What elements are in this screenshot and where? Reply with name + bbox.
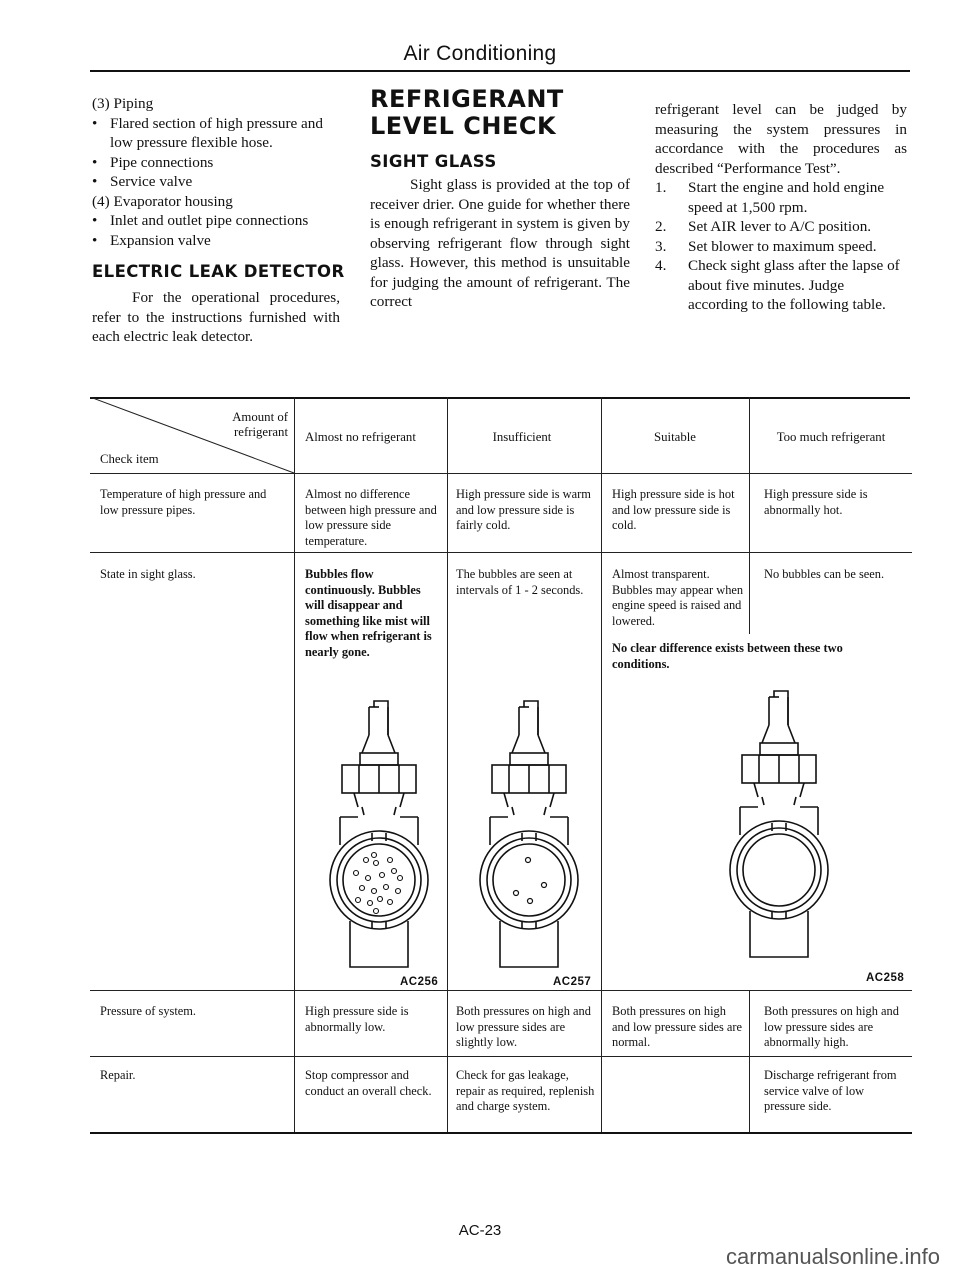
suitable-too-much-note: No clear difference exists between these two conditions. — [612, 641, 843, 671]
corner-header-amount: Amount of refrigerant — [232, 410, 288, 439]
bullet-icon: • — [92, 231, 98, 249]
column-header: Almost no refrigerant — [305, 430, 416, 444]
sight-glass-figure-intervals — [468, 695, 588, 975]
table-column-rule — [749, 397, 750, 634]
piping-heading: (3) Piping — [92, 95, 154, 112]
step-text: Check sight glass after the lapse of about five minutes. Judge according to the following table. — [688, 257, 900, 313]
table-cell: High pressure side is abnormally low. — [305, 1004, 409, 1034]
step-number: 2. — [655, 218, 667, 235]
table-column-rule — [749, 990, 750, 1133]
table-cell: The bubbles are seen at intervals of 1 - 2 seconds. — [456, 567, 584, 597]
step-number: 4. — [655, 257, 667, 274]
corner-header-check-item: Check item — [100, 452, 159, 466]
page-header-title: Air Conditioning — [403, 42, 557, 65]
table-cell: Stop compressor and conduct an overall check. — [305, 1068, 432, 1098]
bullet-item — [92, 172, 342, 192]
figure-label: AC258 — [866, 972, 905, 984]
figure-label: AC257 — [553, 976, 592, 988]
table-cell: High pressure side is abnormally hot. — [764, 487, 868, 517]
right-column — [655, 100, 907, 315]
step-text: Start the engine and hold engine speed at 1,500 rpm. — [688, 179, 885, 216]
table-cell: Almost transparent. Bubbles may appear when engine speed is raised and lowered. — [612, 567, 744, 628]
table-cell: Bubbles flow continuously. Bubbles will disappear and something like mist will flow when refrigerant is nearly gone. — [305, 567, 432, 659]
table-column-rule — [447, 397, 448, 1133]
bullet-item — [92, 211, 342, 231]
bullet-icon: • — [92, 173, 98, 190]
figure-label: AC256 — [400, 976, 439, 988]
table-cell: No bubbles can be seen. — [764, 567, 885, 581]
bullet-text: Flared section of high pressure and low pressure flexible hose. — [110, 114, 323, 151]
heading-line: LEVEL CHECK — [370, 112, 557, 140]
sight-glass-heading: SIGHT GLASS — [370, 152, 497, 171]
right-column-body: refrigerant level can be judged by measuring the system pressures in accordance with the procedures as described “Performance Test”. — [655, 101, 907, 177]
header-rule — [90, 70, 910, 72]
step-item — [655, 256, 907, 315]
bullet-text: Service valve — [110, 173, 193, 190]
table-cell: Almost no difference between high pressure and low pressure side temperature. — [305, 487, 437, 548]
bullet-text: Inlet and outlet pipe connections — [110, 212, 309, 229]
step-text: Set blower to maximum speed. — [688, 237, 877, 255]
table-cell: Both pressures on high and low pressure sides are slightly low. — [456, 1004, 591, 1049]
step-item — [655, 178, 907, 217]
watermark: carmanualsonline.info — [725, 1244, 940, 1269]
table-row-rule — [90, 1056, 912, 1057]
row-label-pressure: Pressure of system. — [100, 1004, 197, 1018]
step-text: Set AIR lever to A/C position. — [688, 218, 872, 235]
bullet-icon: • — [92, 153, 98, 171]
table-row-rule — [90, 990, 912, 991]
row-label-sight-glass: State in sight glass. — [100, 567, 196, 581]
heading-line: REFRIGERANT — [370, 85, 564, 113]
step-item — [655, 217, 907, 237]
bullet-item — [92, 114, 342, 153]
bullet-item — [92, 153, 342, 173]
table-cell: Check for gas leakage, repair as required, replenish and charge system. — [456, 1068, 595, 1113]
row-label-temperature: Temperature of high pressure and low pressure pipes. — [100, 487, 267, 517]
table-column-rule — [601, 397, 602, 1133]
table-row-rule — [90, 552, 912, 553]
table-cell: Both pressures on high and low pressure sides are abnormally high. — [764, 1004, 899, 1049]
electric-leak-detector-heading: ELECTRIC LEAK DETECTOR — [92, 262, 345, 281]
bullet-text: Pipe connections — [110, 153, 214, 171]
sight-glass-figure-clear — [718, 685, 838, 965]
row-label-repair: Repair. — [100, 1068, 136, 1082]
bullet-icon: • — [92, 212, 98, 229]
column-header: Too much refrigerant — [776, 430, 886, 444]
table-cell: High pressure side is warm and low pressure side is fairly cold. — [456, 487, 591, 532]
refrigerant-level-check-heading — [370, 86, 564, 140]
table-column-rule — [294, 397, 295, 1133]
step-number: 1. — [655, 179, 667, 196]
page-number: AC-23 — [458, 1222, 502, 1239]
table-cell: High pressure side is hot and low pressure side is cold. — [612, 487, 735, 532]
evaporator-heading: (4) Evaporator housing — [92, 192, 233, 210]
left-column — [92, 94, 342, 250]
table-cell: Both pressures on high and low pressure sides are normal. — [612, 1004, 743, 1049]
step-item — [655, 237, 907, 257]
sight-glass-figure-bubbles — [318, 695, 438, 975]
table-bottom-rule — [90, 1132, 912, 1134]
table-cell: Discharge refrigerant from service valve of low pressure side. — [764, 1068, 897, 1113]
bullet-icon: • — [92, 114, 98, 132]
electric-leak-detector-body: For the operational procedures, refer to the instructions furnished with each electric leak detector. — [92, 289, 340, 345]
step-number: 3. — [655, 237, 667, 255]
column-header: Suitable — [654, 430, 696, 444]
sight-glass-body: Sight glass is provided at the top of receiver drier. One guide for whether there is enough refrigerant in system is given by observing refrigerant flow through sight glass. However, this method is unsuitable for judging the amount of refrigerant. The correct — [370, 176, 630, 310]
column-header: Insufficient — [492, 430, 552, 444]
bullet-item — [92, 231, 342, 251]
bullet-text: Expansion valve — [110, 231, 211, 249]
